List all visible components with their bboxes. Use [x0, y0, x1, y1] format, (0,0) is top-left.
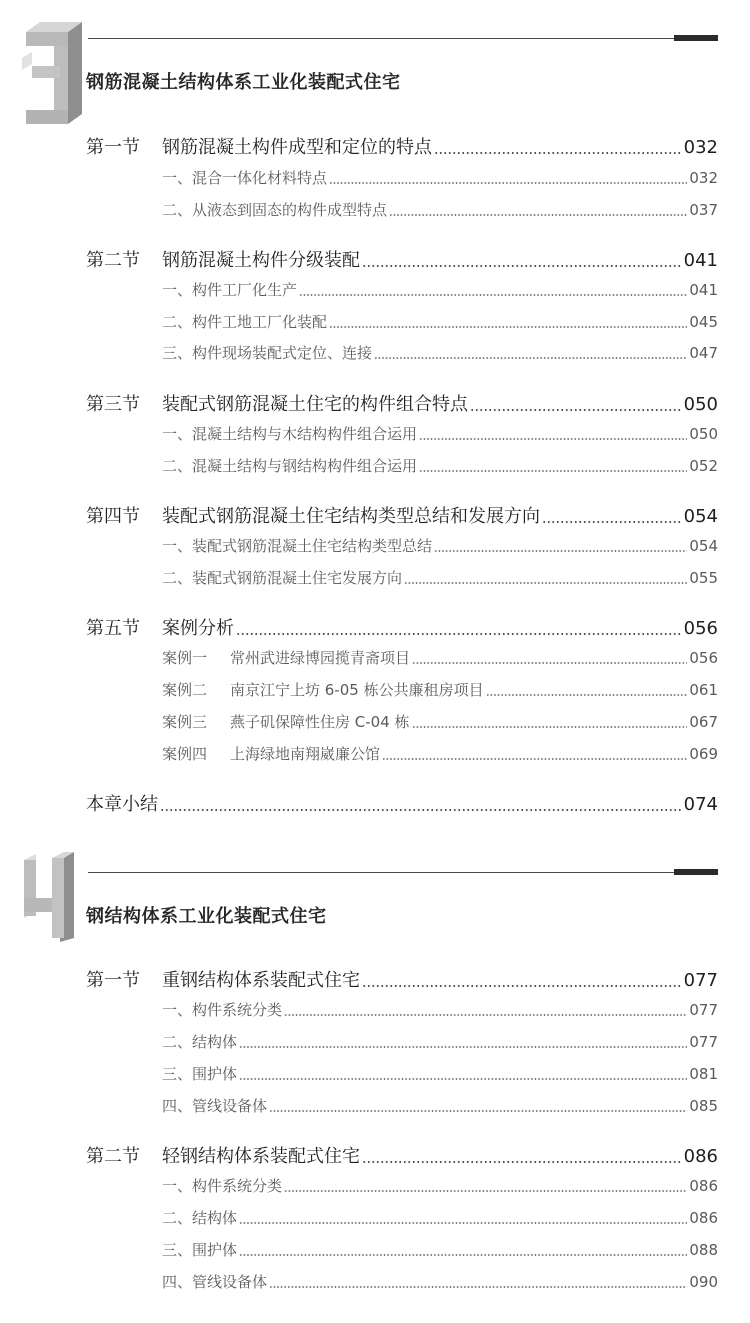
- toc-section[interactable]: [86, 1142, 718, 1168]
- leader-dots: [299, 294, 687, 296]
- section-title: 装配式钢筋混凝土住宅结构类型总结和发展方向: [162, 506, 540, 527]
- item-page: 086: [689, 1177, 718, 1195]
- toc-case-item[interactable]: [162, 647, 718, 668]
- item-page: 037: [689, 201, 718, 219]
- leader-dots: [382, 758, 687, 760]
- section-number: 第一节: [86, 970, 140, 991]
- leader-dots: [404, 582, 687, 584]
- toc-item[interactable]: [162, 1271, 718, 1292]
- item-page: 077: [689, 1033, 718, 1051]
- item-label: 三、构件现场装配式定位、连接: [162, 344, 373, 362]
- chapter-title: 钢结构体系工业化装配式住宅: [86, 906, 327, 927]
- section-number: 第二节: [86, 250, 140, 271]
- case-number: 案例四: [162, 745, 208, 763]
- leader-dots: [486, 694, 688, 696]
- toc-item[interactable]: [162, 999, 718, 1020]
- section-title: 轻钢结构体系装配式住宅: [162, 1146, 360, 1167]
- section-number: 第五节: [86, 618, 140, 639]
- leader-dots: [362, 1161, 682, 1163]
- toc-section[interactable]: [86, 966, 718, 992]
- section-number: 第三节: [86, 394, 140, 415]
- item-page: 054: [689, 537, 718, 555]
- item-page: 088: [689, 1241, 718, 1259]
- toc-case-item[interactable]: [162, 711, 718, 732]
- toc-item[interactable]: [162, 1207, 718, 1228]
- item-page: 052: [689, 457, 718, 475]
- section-number: 第一节: [86, 137, 140, 158]
- leader-dots: [239, 1222, 687, 1224]
- section-page: 050: [683, 394, 718, 415]
- toc-item[interactable]: [162, 423, 718, 444]
- item-page: 050: [689, 425, 718, 443]
- toc-case-item[interactable]: [162, 679, 718, 700]
- toc-item[interactable]: [162, 342, 718, 363]
- leader-dots: [329, 182, 687, 184]
- section-page: 077: [683, 970, 718, 991]
- item-page: 086: [689, 1209, 718, 1227]
- leader-dots: [470, 409, 682, 411]
- case-number: 案例二: [162, 681, 208, 699]
- item-label: 二、混凝土结构与钢结构构件组合运用: [162, 457, 418, 475]
- chapter-4-header: [0, 852, 750, 952]
- item-page: 032: [689, 169, 718, 187]
- toc-item[interactable]: [162, 455, 718, 476]
- item-label: 一、构件系统分类: [162, 1001, 283, 1019]
- leader-dots: [239, 1046, 687, 1048]
- leader-dots: [389, 214, 687, 216]
- chapter-rule: [88, 38, 718, 39]
- chapter-title: 钢筋混凝土结构体系工业化装配式住宅: [86, 72, 401, 93]
- item-page: 085: [689, 1097, 718, 1115]
- item-label: 四、管线设备体: [162, 1097, 268, 1115]
- item-page: 041: [689, 281, 718, 299]
- item-page: 045: [689, 313, 718, 331]
- item-label: 一、混凝土结构与木结构构件组合运用: [162, 425, 418, 443]
- chapter-rule: [88, 872, 718, 873]
- section-number: 第四节: [86, 506, 140, 527]
- item-label: 四、管线设备体: [162, 1273, 268, 1291]
- leader-dots: [160, 809, 682, 811]
- item-page: 047: [689, 344, 718, 362]
- item-label: 一、构件系统分类: [162, 1177, 283, 1195]
- toc-item[interactable]: [162, 1031, 718, 1052]
- section-title: 案例分析: [162, 618, 234, 639]
- item-page: 061: [689, 681, 718, 699]
- leader-dots: [236, 633, 682, 635]
- item-label: 三、围护体: [162, 1241, 238, 1259]
- summary-label: 本章小结: [86, 794, 158, 815]
- toc-item[interactable]: [162, 1175, 718, 1196]
- chapter-4-numeral-icon: [20, 852, 82, 942]
- toc-item[interactable]: [162, 567, 718, 588]
- item-label: 上海绿地南翔崴廉公馆: [230, 745, 381, 763]
- section-title: 重钢结构体系装配式住宅: [162, 970, 360, 991]
- item-label: 燕子矶保障性住房 C-04 栋: [230, 713, 410, 731]
- section-title: 钢筋混凝土构件成型和定位的特点: [162, 137, 432, 158]
- chapter-3-header: [0, 18, 750, 118]
- item-label: 一、混合一体化材料特点: [162, 169, 328, 187]
- leader-dots: [329, 326, 687, 328]
- toc-chapter-summary[interactable]: [86, 790, 718, 816]
- case-number: 案例三: [162, 713, 208, 731]
- leader-dots: [269, 1286, 687, 1288]
- item-label: 南京江宁上坊 6-05 栋公共廉租房项目: [230, 681, 484, 699]
- section-number: 第二节: [86, 1146, 140, 1167]
- item-page: 055: [689, 569, 718, 587]
- item-page: 056: [689, 649, 718, 667]
- toc-section[interactable]: [86, 133, 718, 159]
- item-page: 077: [689, 1001, 718, 1019]
- toc-item[interactable]: [162, 535, 718, 556]
- toc-section[interactable]: [86, 502, 718, 528]
- leader-dots: [542, 521, 682, 523]
- toc-case-item[interactable]: [162, 743, 718, 764]
- item-page: 067: [689, 713, 718, 731]
- leader-dots: [239, 1254, 687, 1256]
- section-page: 054: [683, 506, 718, 527]
- toc-section[interactable]: [86, 614, 718, 640]
- item-label: 二、从液态到固态的构件成型特点: [162, 201, 388, 219]
- item-label: 一、构件工厂化生产: [162, 281, 298, 299]
- item-label: 常州武进绿博园揽青斋项目: [230, 649, 411, 667]
- leader-dots: [284, 1014, 687, 1016]
- item-page: 081: [689, 1065, 718, 1083]
- toc-item[interactable]: [162, 199, 718, 220]
- item-page: 069: [689, 745, 718, 763]
- item-label: 二、结构体: [162, 1209, 238, 1227]
- toc-item[interactable]: [162, 279, 718, 300]
- leader-dots: [419, 438, 687, 440]
- toc-item[interactable]: [162, 167, 718, 188]
- chapter-3-numeral-icon: [20, 18, 82, 128]
- section-page: 041: [683, 250, 718, 271]
- section-title: 钢筋混凝土构件分级装配: [162, 250, 360, 271]
- leader-dots: [412, 726, 688, 728]
- chapter-rule-end: [674, 869, 718, 875]
- toc-item[interactable]: [162, 1063, 718, 1084]
- item-label: 二、结构体: [162, 1033, 238, 1051]
- leader-dots: [374, 357, 687, 359]
- item-label: 三、围护体: [162, 1065, 238, 1083]
- summary-page: 074: [683, 794, 718, 815]
- section-title: 装配式钢筋混凝土住宅的构件组合特点: [162, 394, 468, 415]
- section-page: 032: [683, 137, 718, 158]
- toc-item[interactable]: [162, 1095, 718, 1116]
- leader-dots: [434, 152, 682, 154]
- item-label: 二、装配式钢筋混凝土住宅发展方向: [162, 569, 403, 587]
- item-label: 一、装配式钢筋混凝土住宅结构类型总结: [162, 537, 433, 555]
- toc-item[interactable]: [162, 1239, 718, 1260]
- leader-dots: [284, 1190, 687, 1192]
- leader-dots: [412, 662, 687, 664]
- case-number: 案例一: [162, 649, 208, 667]
- section-page: 056: [683, 618, 718, 639]
- toc-item[interactable]: [162, 311, 718, 332]
- toc-section[interactable]: [86, 390, 718, 416]
- item-label: 二、构件工地工厂化装配: [162, 313, 328, 331]
- leader-dots: [362, 265, 682, 267]
- leader-dots: [434, 550, 687, 552]
- toc-section[interactable]: [86, 246, 718, 272]
- item-page: 090: [689, 1273, 718, 1291]
- leader-dots: [419, 470, 687, 472]
- leader-dots: [269, 1110, 687, 1112]
- leader-dots: [239, 1078, 687, 1080]
- section-page: 086: [683, 1146, 718, 1167]
- leader-dots: [362, 985, 682, 987]
- chapter-rule-end: [674, 35, 718, 41]
